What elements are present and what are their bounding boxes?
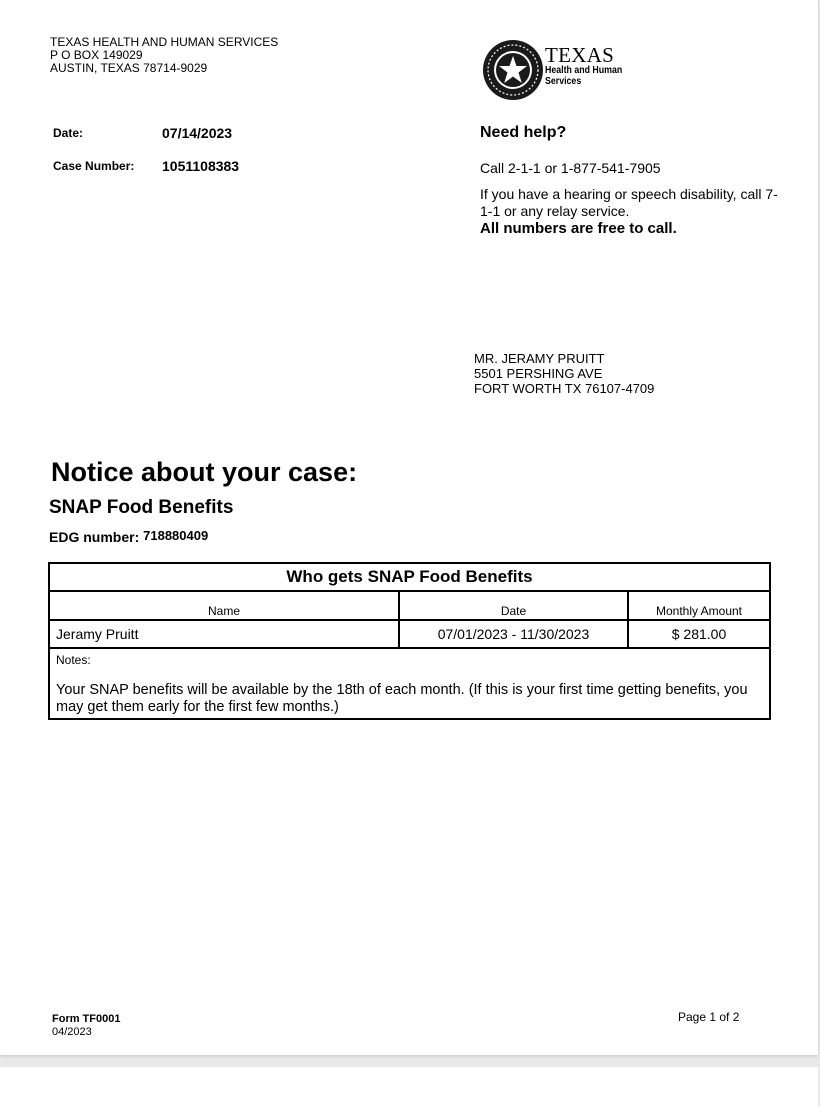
notes-text: Your SNAP benefits will be available by the 18th of each month. (If this is your first time getting benefits, you may get them early for the first few months.) — [56, 682, 748, 715]
case-number-label: Case Number: — [53, 159, 135, 173]
texas-star-seal-icon — [482, 39, 544, 101]
form-number: Form TF0001 — [52, 1013, 121, 1025]
header-name: Name — [49, 591, 399, 620]
page-number: Page 1 of 2 — [678, 1010, 740, 1024]
logo-subtitle-2: Services — [545, 76, 582, 87]
edg-label: EDG number: — [49, 529, 140, 545]
notice-subtitle: SNAP Food Benefits — [49, 497, 234, 518]
date-label: Date: — [53, 126, 84, 140]
header-monthly-amount: Monthly Amount — [628, 591, 770, 620]
date-value: 07/14/2023 — [162, 125, 233, 141]
recipient-street: 5501 PERSHING AVE — [474, 366, 603, 381]
logo-subtitle-1: Health and Human — [545, 65, 623, 76]
sender-address-line-2: AUSTIN, TEXAS 78714-9029 — [50, 61, 208, 75]
help-title: Need help? — [480, 124, 567, 141]
sender-org: TEXAS HEALTH AND HUMAN SERVICES — [50, 35, 279, 49]
logo-title: TEXAS — [545, 43, 615, 67]
form-date: 04/2023 — [52, 1026, 92, 1038]
notice-title: Notice about your case: — [51, 457, 358, 487]
notes-label: Notes: — [56, 653, 91, 667]
benefits-table — [48, 562, 771, 720]
help-free-note: All numbers are free to call. — [480, 220, 677, 237]
form-id — [52, 1013, 120, 1039]
row-amount: $ 281.00 — [628, 620, 770, 648]
edg-number — [49, 528, 208, 545]
row-name: Jeramy Pruitt — [49, 620, 399, 648]
row-date: 07/01/2023 - 11/30/2023 — [399, 620, 628, 648]
notes-cell — [49, 648, 770, 719]
sender-address-line-1: P O BOX 149029 — [50, 48, 143, 62]
table-header-row — [49, 591, 770, 620]
help-hearing-info — [480, 186, 780, 237]
recipient-city: FORT WORTH TX 76107-4709 — [474, 381, 655, 396]
next-page-edge — [0, 1067, 818, 1107]
help-hearing-text: If you have a hearing or speech disability, call 7-1-1 or any relay service. — [480, 186, 778, 219]
sender-address — [50, 36, 278, 75]
table-caption: Who gets SNAP Food Benefits — [49, 563, 770, 591]
recipient-address — [474, 351, 654, 396]
recipient-name: MR. JERAMY PRUITT — [474, 351, 605, 366]
edg-value: 718880409 — [143, 528, 209, 543]
header-date: Date — [399, 591, 628, 620]
case-number-value: 1051108383 — [162, 158, 240, 174]
table-row — [49, 620, 770, 648]
hhs-logo — [482, 39, 652, 101]
help-phone: Call 2-1-1 or 1-877-541-7905 — [480, 160, 661, 176]
